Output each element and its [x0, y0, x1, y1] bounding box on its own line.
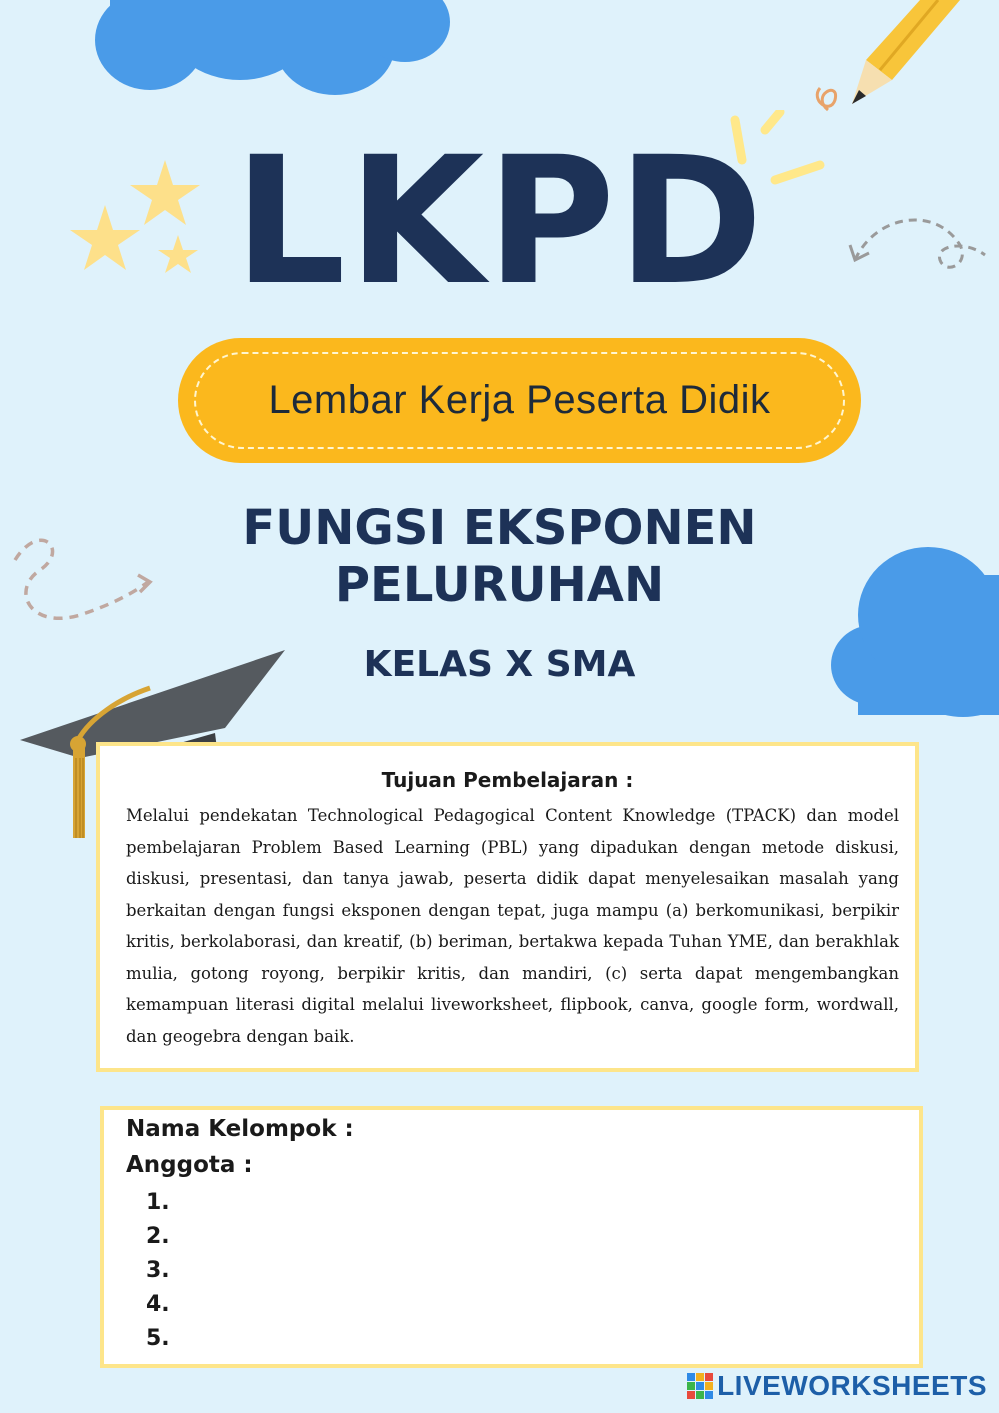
group-info-box	[100, 1106, 923, 1368]
liveworksheets-logo-icon	[687, 1373, 713, 1399]
liveworksheets-brand-text: LIVEWORKSHEETS	[717, 1370, 987, 1401]
learning-goal-text: Melalui pendekatan Technological Pedagogical Content Knowledge (TPACK) dan model pembelajaran Problem Based Learning (PBL) yang dipadukan dengan metode diskusi, diskusi, presentasi, dan tanya jawab, peserta didik dapat menyelesaikan masalah yang berkaitan dengan fungsi eksponen dengan tepat, juga mampu (a) berkomunikasi, berpikir kritis, berkolaborasi, dan kreatif, (b) beriman, bertakwa kepada Tuhan YME, dan berakhlak mulia, gotong royong, berpikir kritis, dan mandiri, (c) serta dapat mengembangkan kemampuan literasi digital melalui liveworksheet, flipbook, canva, google form, wordwall, dan geogebra dengan baik.	[126, 806, 899, 1046]
cloud-icon	[90, 0, 450, 100]
learning-goal-box	[96, 742, 919, 1072]
member-item: 2.	[146, 1224, 170, 1249]
member-list	[146, 1186, 170, 1356]
member-item: 4.	[146, 1292, 170, 1317]
member-item: 3.	[146, 1258, 170, 1283]
member-item: 1.	[146, 1190, 170, 1215]
subtitle-text: Lembar Kerja Peserta Didik	[268, 378, 771, 422]
group-name-label: Nama Kelompok :	[126, 1116, 354, 1142]
member-item: 5.	[146, 1326, 170, 1351]
liveworksheets-brand	[687, 1370, 987, 1402]
subtitle-banner-border	[194, 352, 845, 449]
members-label: Anggota :	[126, 1152, 253, 1178]
subject-line-2: PELURUHAN	[334, 557, 665, 613]
learning-goal-heading: Tujuan Pembelajaran :	[381, 768, 634, 792]
grade-label: KELAS X SMA	[363, 644, 636, 685]
page-title: LKPD	[233, 119, 766, 324]
subject-line-1: FUNGSI EKSPONEN	[242, 500, 757, 556]
subject-heading	[0, 500, 999, 614]
subtitle-banner	[178, 338, 861, 463]
